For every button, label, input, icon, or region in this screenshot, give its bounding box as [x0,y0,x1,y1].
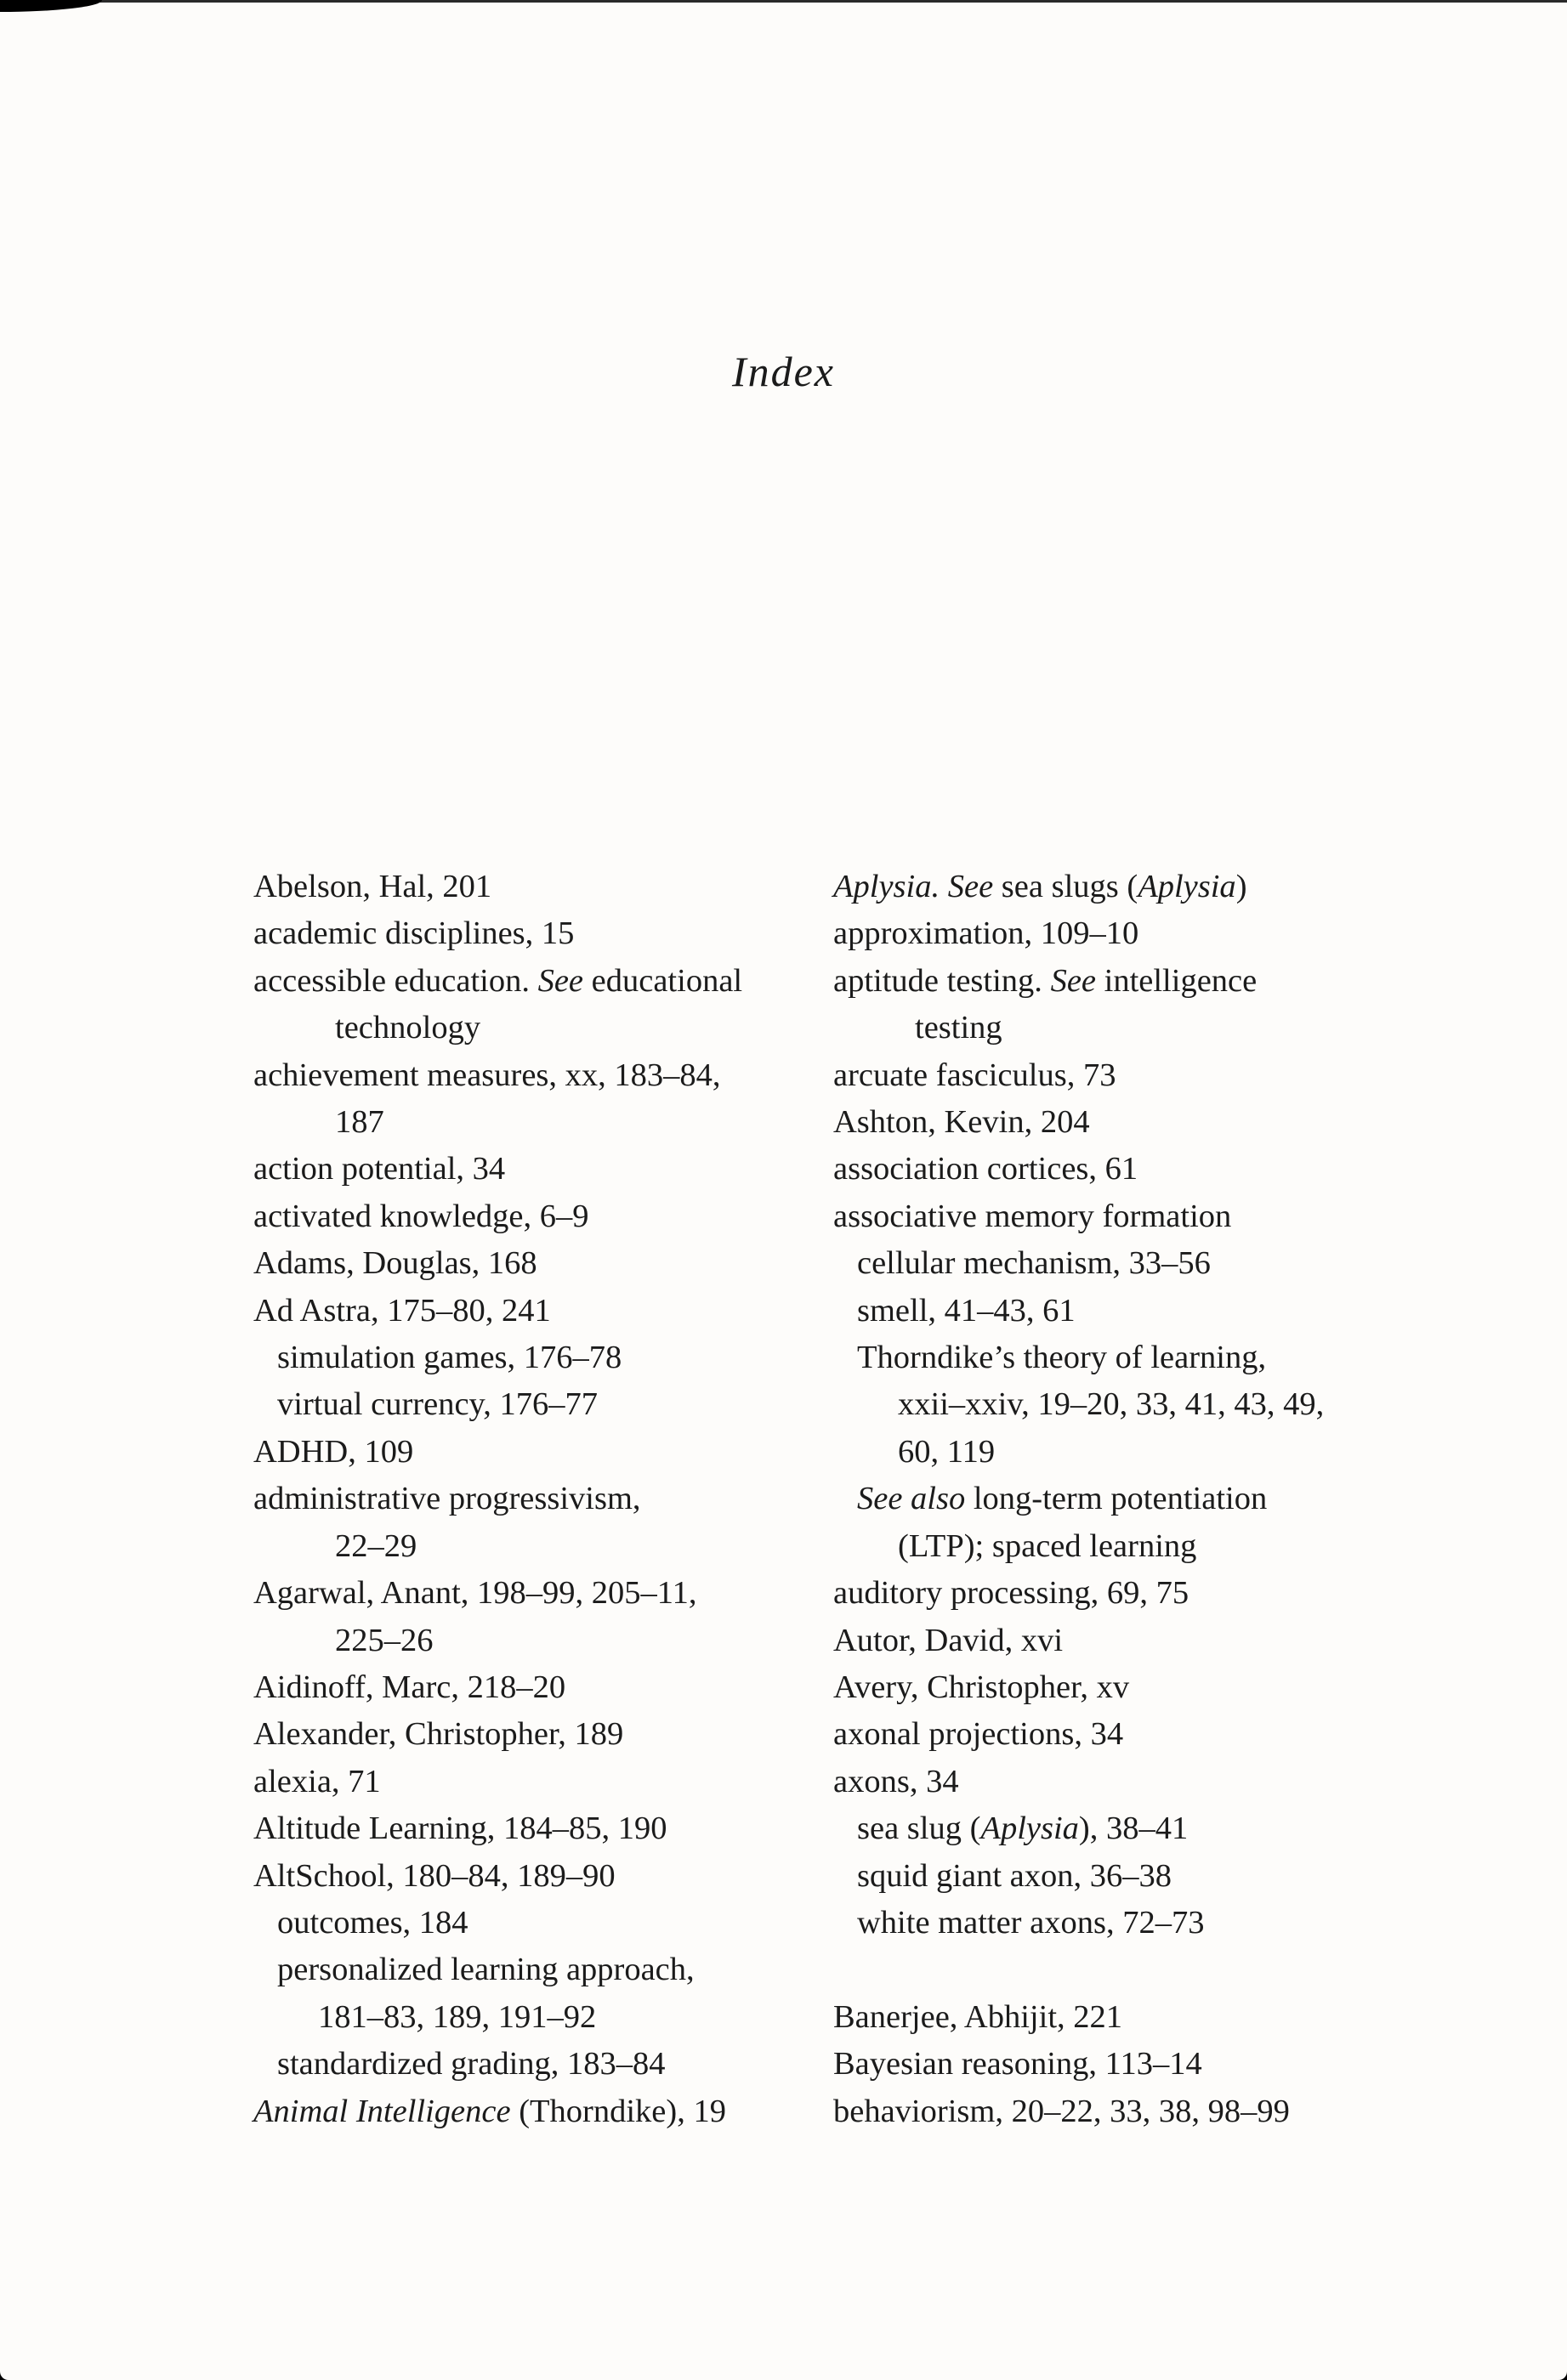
index-entry-continuation [833,1005,1394,1051]
index-text: administrative progressivism, [253,1481,641,1517]
index-text: personalized learning approach, [277,1952,695,1988]
index-text: ), 38–41 [1078,1810,1189,1847]
index-entry [253,1853,815,1900]
index-entry [833,1193,1394,1240]
index-text: smell, 41–43, 61 [857,1292,1076,1329]
index-text: approximation, 109–10 [833,915,1139,952]
index-text: Ashton, Kevin, 204 [833,1104,1090,1141]
index-entry [833,1618,1394,1664]
index-text-italic: See [1050,962,1096,999]
index-entry [833,958,1394,1005]
index-text: sea slug ( [857,1810,981,1847]
index-entry [253,1759,815,1805]
index-entry [253,1570,815,1617]
index-entry [833,910,1394,957]
index-text: squid giant axon, 36–38 [857,1857,1172,1894]
index-text: aptitude testing. [833,962,1051,999]
index-text: 60, 119 [898,1433,996,1470]
index-entry-continuation [253,1994,815,2041]
index-entry [833,1759,1394,1805]
index-text: educational [583,962,743,999]
index-text: Ad Astra, 175–80, 241 [253,1292,551,1329]
index-text: ) [1235,869,1247,904]
index-subentry [833,1334,1394,1381]
page-corner-shadow [0,0,102,12]
index-text-italic: Animal Intelligence [253,2093,511,2129]
index-text: ADHD, 109 [253,1433,414,1470]
index-entry-continuation [253,1523,815,1570]
index-text: (LTP); spaced learning [898,1527,1197,1564]
index-entry [833,2088,1394,2135]
index-subentry [833,1900,1394,1946]
index-text: testing [915,1010,1002,1046]
index-subentry [833,1240,1394,1287]
index-text: activated knowledge, 6–9 [253,1198,589,1234]
index-entry [253,1711,815,1758]
index-entry [253,1193,815,1240]
index-text: outcomes, 184 [277,1904,468,1941]
index-entry [833,1570,1394,1617]
index-entry-continuation [833,1523,1394,1570]
index-entry [253,1146,815,1193]
index-text: action potential, 34 [253,1151,506,1187]
index-text: auditory processing, 69, 75 [833,1575,1189,1612]
index-entry-continuation [253,1099,815,1146]
index-text: Aidinoff, Marc, 218–20 [253,1669,566,1705]
index-subentry [833,1805,1394,1852]
index-entry [833,1664,1394,1711]
index-subentry [253,2041,815,2088]
index-text: technology [335,1010,481,1046]
index-text: white matter axons, 72–73 [857,1904,1205,1941]
index-text: Autor, David, xvi [833,1622,1064,1658]
index-text: association cortices, 61 [833,1151,1138,1187]
index-entry [833,1146,1394,1193]
index-subentry [253,1381,815,1428]
index-entry [833,1994,1394,2041]
index-text: long-term potentiation [965,1481,1268,1517]
index-text-italic: See [537,962,584,999]
index-text: 187 [335,1104,384,1141]
index-text-italic: See also [857,1481,966,1517]
index-text: xxii–xxiv, 19–20, 33, 41, 43, 49, [898,1386,1325,1423]
index-text: sea slugs ( [993,869,1138,904]
index-text: achievement measures, xx, 183–84, [253,1057,721,1093]
index-spacer [833,1946,1394,1993]
index-subentry [253,1900,815,1946]
index-text: arcuate fasciculus, 73 [833,1057,1116,1093]
index-subentry [833,1853,1394,1900]
index-text: virtual currency, 176–77 [277,1386,599,1423]
index-text: 181–83, 189, 191–92 [318,1998,597,2035]
index-column-left [253,864,815,2135]
index-entry [833,1052,1394,1099]
index-entry [253,910,815,957]
page-title: Index [731,348,836,395]
index-text: Adams, Douglas, 168 [253,1245,537,1282]
index-entry [253,1052,815,1099]
index-text: Banerjee, Abhijit, 221 [833,1998,1123,2035]
index-text: axons, 34 [833,1763,959,1799]
index-text: AltSchool, 180–84, 189–90 [253,1857,616,1894]
index-subentry [833,1288,1394,1334]
index-text-italic: Aplysia [980,1810,1079,1847]
index-text: (Thorndike), 19 [510,2093,726,2129]
index-text: Alexander, Christopher, 189 [253,1716,624,1753]
index-text: associative memory formation [833,1198,1232,1234]
index-subentry [833,1476,1394,1522]
index-text: Bayesian reasoning, 113–14 [833,2046,1202,2082]
index-entry-continuation [833,1381,1394,1428]
index-entry [253,1805,815,1852]
index-text: behaviorism, 20–22, 33, 38, 98–99 [833,2093,1290,2129]
index-text: Avery, Christopher, xv [833,1669,1130,1705]
index-text: simulation games, 176–78 [277,1340,622,1376]
index-text: axonal projections, 34 [833,1716,1124,1753]
index-text-italic: Aplysia [1138,869,1236,904]
index-column-right [833,864,1394,2135]
index-entry [833,1711,1394,1758]
index-entry [833,864,1394,910]
index-text: accessible education. [253,962,538,999]
index-text: Abelson, Hal, 201 [253,869,492,904]
page-top-edge [0,0,1567,3]
index-entry [253,1664,815,1711]
index-entry [833,1099,1394,1146]
index-text: standardized grading, 183–84 [277,2046,666,2082]
index-entry [253,2088,815,2135]
index-text-italic: Aplysia. See [833,869,994,904]
index-entry [253,1288,815,1334]
index-text: cellular mechanism, 33–56 [857,1245,1211,1282]
index-text: Altitude Learning, 184–85, 190 [253,1810,667,1847]
index-text: 225–26 [335,1622,434,1658]
index-entry-continuation [833,1429,1394,1476]
index-entry [253,1240,815,1287]
index-text: Agarwal, Anant, 198–99, 205–11, [253,1575,697,1612]
index-entry [833,2041,1394,2088]
index-entry [253,958,815,1005]
index-subentry [253,1334,815,1381]
index-entry [253,1429,815,1476]
index-text: academic disciplines, 15 [253,915,575,952]
index-text: alexia, 71 [253,1763,381,1799]
index-entry-continuation [253,1618,815,1664]
index-subentry [253,1946,815,1993]
index-text: intelligence [1096,962,1258,999]
index-entry-continuation [253,1005,815,1051]
index-text: Thorndike’s theory of learning, [857,1340,1267,1376]
index-text: 22–29 [335,1527,417,1564]
index-entry [253,1476,815,1522]
index-entry [253,864,815,910]
